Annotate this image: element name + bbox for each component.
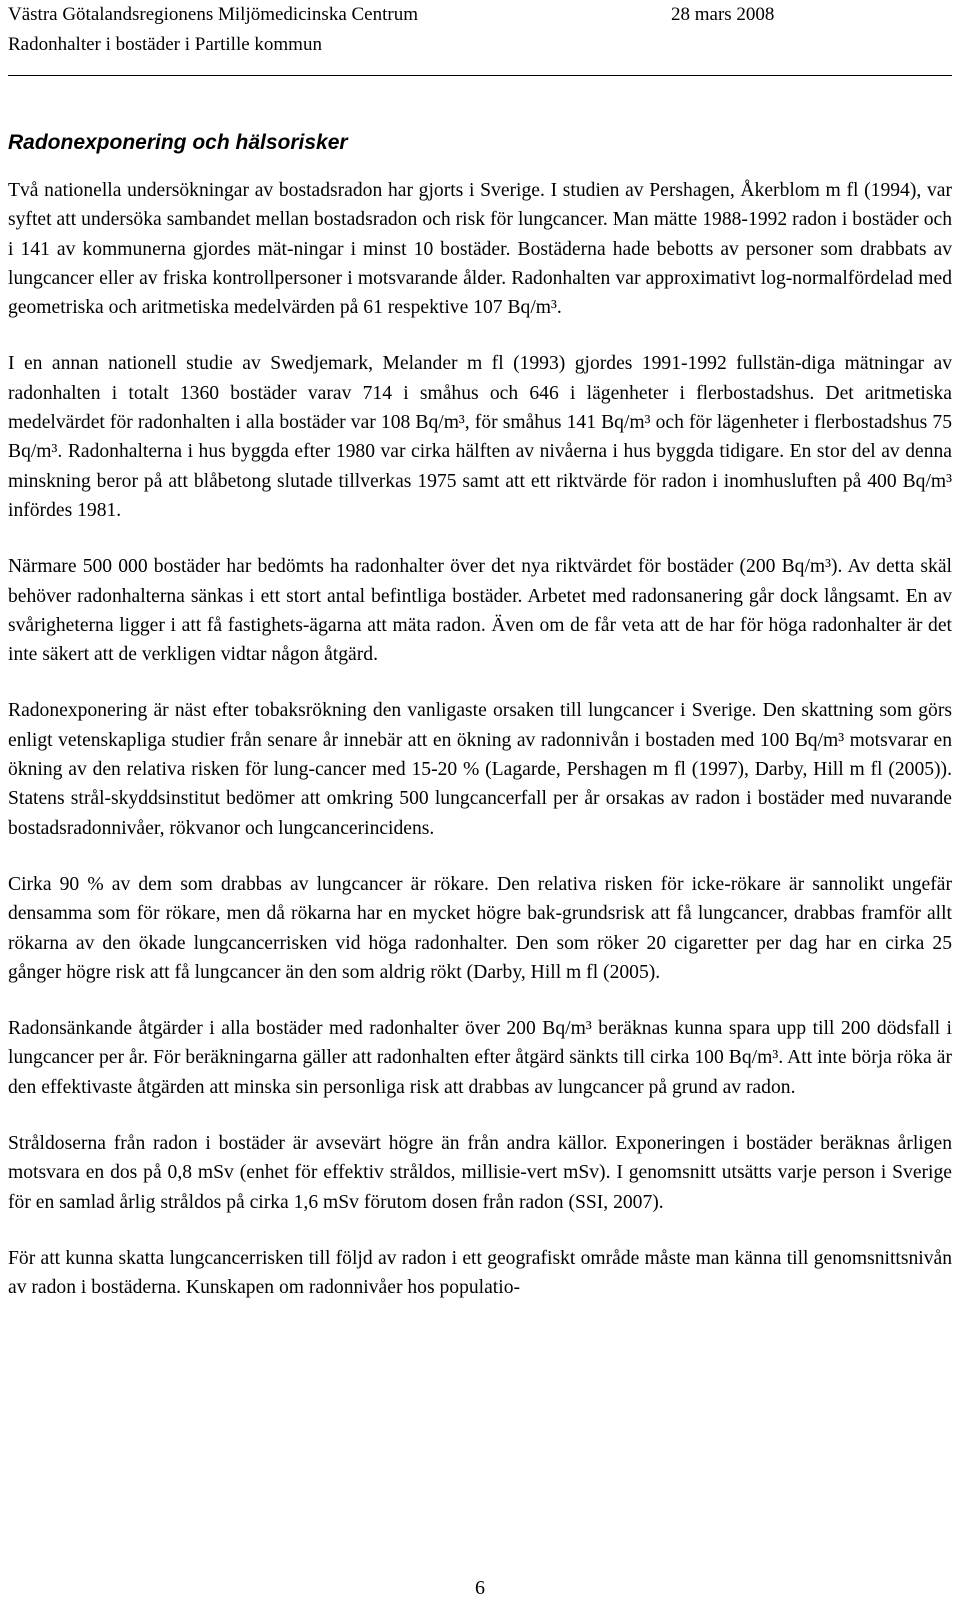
page-number: 6	[475, 1577, 485, 1599]
header-divider	[8, 75, 952, 76]
page-content	[8, 128, 952, 1330]
header-date: 28 mars 2008	[671, 4, 775, 25]
paragraph: I en annan nationell studie av Swedjemark, Melander m fl (1993) gjordes 1991-1992 fullstän-diga mätningar av radonhalten i totalt 1360 bostäder varav 714 i småhus och 646 i lägenheter i flerbostadshus. Det aritmetiska medelvärdet för radonhalten i alla bostäder var 108 Bq/m³, för småhus 141 Bq/m³ och för lägenheter i flerbostadshus 75 Bq/m³. Radonhalterna i hus byggda efter 1980 var cirka hälften av nivåerna i hus byggda tidigare. En stor del av denna minskning beror på att blåbetong slutade tillverkas 1975 samt att ett riktvärde för radon i inomhusluften på 400 Bq/m³ infördes 1981.	[8, 353, 952, 521]
paragraph: Radonexponering är näst efter tobaksrökning den vanligaste orsaken till lungcancer i Sverige. Den skattning som görs enligt vetenskapliga studier från senare år innebär att en ökning av radonnivån i bostaden med 100 Bq/m³ motsvarar en ökning av den relativa risken för lung-cancer med 15-20 % (Lagarde, Pershagen m fl (1997), Darby, Hill m fl (2005)). Statens strål-skyddsinstitut bedömer att omkring 500 lungcancerfall per år orsakas av radon i bostäder med nuvarande bostadsradonnivåer, rökvanor och lungcancerincidens.	[8, 700, 952, 839]
page-header	[8, 0, 952, 60]
paragraph: Cirka 90 % av dem som drabbas av lungcancer är rökare. Den relativa risken för icke-rökare är sannolikt ungefär densamma som för rökare, men då rökarna har en mycket högre bak-grundsrisk att få lungcancer, drabbas framför allt rökarna av den ökade lungcancerrisken vid höga radonhalter. Den som röker 20 cigaretter per dag har en cirka 25 gånger högre risk att få lungcancer än den som aldrig rökt (Darby, Hill m fl (2005).	[8, 873, 952, 983]
paragraph: Radonsänkande åtgärder i alla bostäder med radonhalter över 200 Bq/m³ beräknas kunna spara upp till 200 dödsfall i lungcancer per år. För beräkningarna gäller att radonhalten efter åtgärd sänkts till cirka 100 Bq/m³. Att inte börja röka är den effektivaste åtgärden att minska sin personliga risk att drabbas av lungcancer på grund av radon.	[8, 1018, 952, 1098]
paragraph: Närmare 500 000 bostäder har bedömts ha radonhalter över det nya riktvärdet för bostäder (200 Bq/m³). Av detta skäl behöver radonhalterna sänkas i ett stort antal befintliga bostäder. Arbetet med radonsanering går dock långsamt. En av svårigheterna ligger i att få fastighets-ägarna att mäta radon. Även om de får veta att de har för höga radonhalter är det inte säkert att de verkligen vidtar någon åtgärd.	[8, 556, 952, 666]
header-bottom-row	[8, 30, 952, 60]
header-organization: Västra Götalandsregionens Miljömedicinska Centrum	[8, 4, 418, 25]
paragraph: Två nationella undersökningar av bostadsradon har gjorts i Sverige. I studien av Pershagen, Åkerblom m fl (1994), var syftet att undersöka sambandet mellan bostadsradon och risk för lungcancer. Man mätte 1988-1992 radon i bostäder och i 141 av kommunerna gjordes mät-ningar i minst 10 bostäder. Bostäderna hade bebotts av personer som drabbats av lungcancer eller av friska kontrollpersoner i motsvarande ålder. Radonhalten var approximativt log-normalfördelad med geometriska och aritmetiska medelvärden på 61 respektive 107 Bq/m³.	[8, 180, 952, 319]
paragraph: För att kunna skatta lungcancerrisken till följd av radon i ett geografiskt område måste man känna till genomsnittsnivån av radon i bostäderna. Kunskapen om radonnivåer hos populatio-	[8, 1247, 952, 1299]
header-top-row	[8, 0, 952, 30]
section-heading: Radonexponering och hälsorisker	[8, 131, 348, 154]
paragraph: Stråldoserna från radon i bostäder är avsevärt högre än från andra källor. Exponeringen i bostäder beräknas årligen motsvara en dos på 0,8 mSv (enhet för effektiv stråldos, millisie-vert mSv). I genomsnitt utsätts varje person i Sverige för en samlad årlig stråldos på cirka 1,6 mSv förutom dosen från radon (SSI, 2007).	[8, 1133, 952, 1213]
header-report-title: Radonhalter i bostäder i Partille kommun	[8, 34, 322, 55]
